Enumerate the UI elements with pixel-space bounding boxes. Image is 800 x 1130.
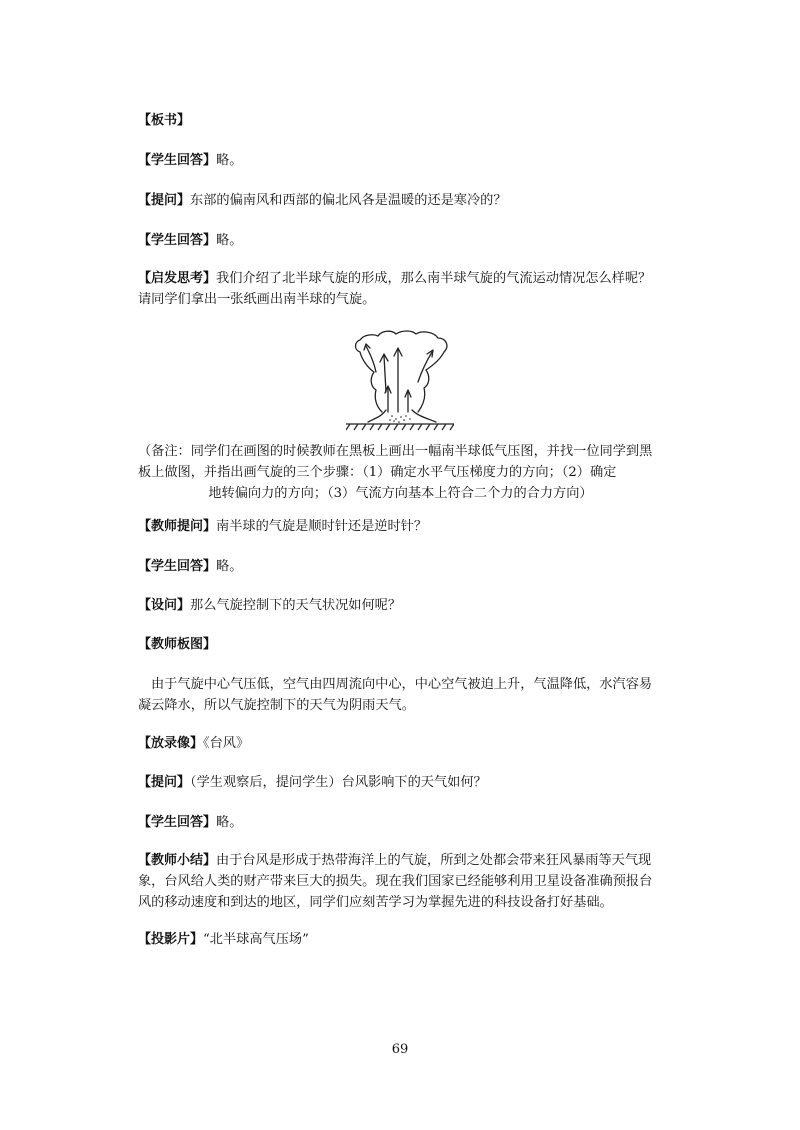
section-text: 略。 [216, 153, 243, 168]
section-question [138, 190, 663, 211]
section-text: 南半球的气旋是顺时针还是逆时针？ [216, 519, 428, 534]
section-text: 略。 [216, 559, 243, 574]
section-student-answer [138, 812, 663, 833]
note-line-1: （备注：同学们在画图的时候教师在黑板上画出一幅南半球低气压图，并找一位同学到黑板上做图，并指出画气旋的三个步骤：（1）确定水平气压梯度力的方向；（2）确定 [138, 444, 653, 480]
section-tag: 【教师提问】 [138, 519, 217, 534]
section-text: 那么气旋控制下的天气状况如何呢？ [190, 598, 402, 613]
inflow-curve-left [368, 410, 386, 422]
section-student-answer [138, 556, 663, 577]
section-inspire-thinking [138, 268, 663, 310]
section-tag: 【启发思考】 [138, 271, 217, 286]
cyclone-weather-explanation: 由于气旋中心气压低，空气由四周流向中心，中心空气被迫上升，气温降低，水汽容易凝云降水，所以气旋控制下的天气为阴雨天气。 [138, 677, 653, 713]
section-text: 由于台风是形成于热带海洋上的气旋，所到之处都会带来狂风暴雨等天气现象，台风给人类的财产带来巨大的损失。现在我们国家已经能够利用卫星设备准确预报台风的移动速度和到达的地区，同学们应刻苦学习为掌握先进的科技设备打好基础。 [138, 853, 653, 910]
section-play-video [138, 733, 663, 754]
section-slide [138, 929, 663, 950]
section-tag: 【教师小结】 [138, 853, 217, 868]
section-text: “北半球高气压场” [203, 932, 309, 947]
section-tag: 【放录像】 [138, 736, 204, 751]
section-tag: 【提问】 [138, 775, 191, 790]
section-tag: 【提问】 [138, 193, 191, 208]
section-text: 东部的偏南风和西部的偏北风各是温暖的还是寒冷的？ [190, 193, 507, 208]
note-line-2: 地转偏向力的方向；（3）气流方向基本上符合二个力的合力方向） [208, 486, 593, 501]
cyclone-convection-figure [346, 326, 454, 434]
section-tag: 【学生回答】 [138, 815, 217, 830]
section-tag: 【教师板图】 [138, 637, 217, 652]
section-text: 略。 [216, 815, 243, 830]
section-tag: 【学生回答】 [138, 233, 217, 248]
section-teacher-question [138, 516, 663, 537]
section-board-writing [138, 110, 663, 131]
section-question-typhoon [138, 772, 663, 793]
section-tag: 【学生回答】 [138, 153, 217, 168]
section-student-answer [138, 150, 663, 171]
updraft-arrow-center2 [384, 356, 386, 392]
page-number: 69 [391, 1042, 409, 1057]
section-student-answer [138, 230, 663, 251]
section-teacher-drawing [138, 634, 663, 655]
section-set-question [138, 595, 663, 616]
section-text: （学生观察后，提问学生）台风影响下的天气如何？ [190, 775, 487, 790]
cloud-outline [356, 331, 447, 412]
rain-dots [389, 415, 411, 423]
teacher-note [138, 441, 663, 504]
section-text: 略。 [216, 233, 243, 248]
section-text: 我们介绍了北半球气旋的形成，那么南半球气旋的气流运动情况怎么样呢？请同学们拿出一张纸画出南半球的气旋。 [138, 271, 652, 307]
section-tag: 【学生回答】 [138, 559, 217, 574]
section-teacher-summary [138, 850, 663, 913]
section-tag: 【投影片】 [138, 932, 204, 947]
section-tag: 【板书】 [138, 113, 191, 128]
updraft-arrow-left [366, 346, 376, 372]
inflow-curve-right [412, 410, 436, 422]
section-tag: 【设问】 [138, 598, 191, 613]
section-text: 《台风》 [203, 736, 250, 751]
